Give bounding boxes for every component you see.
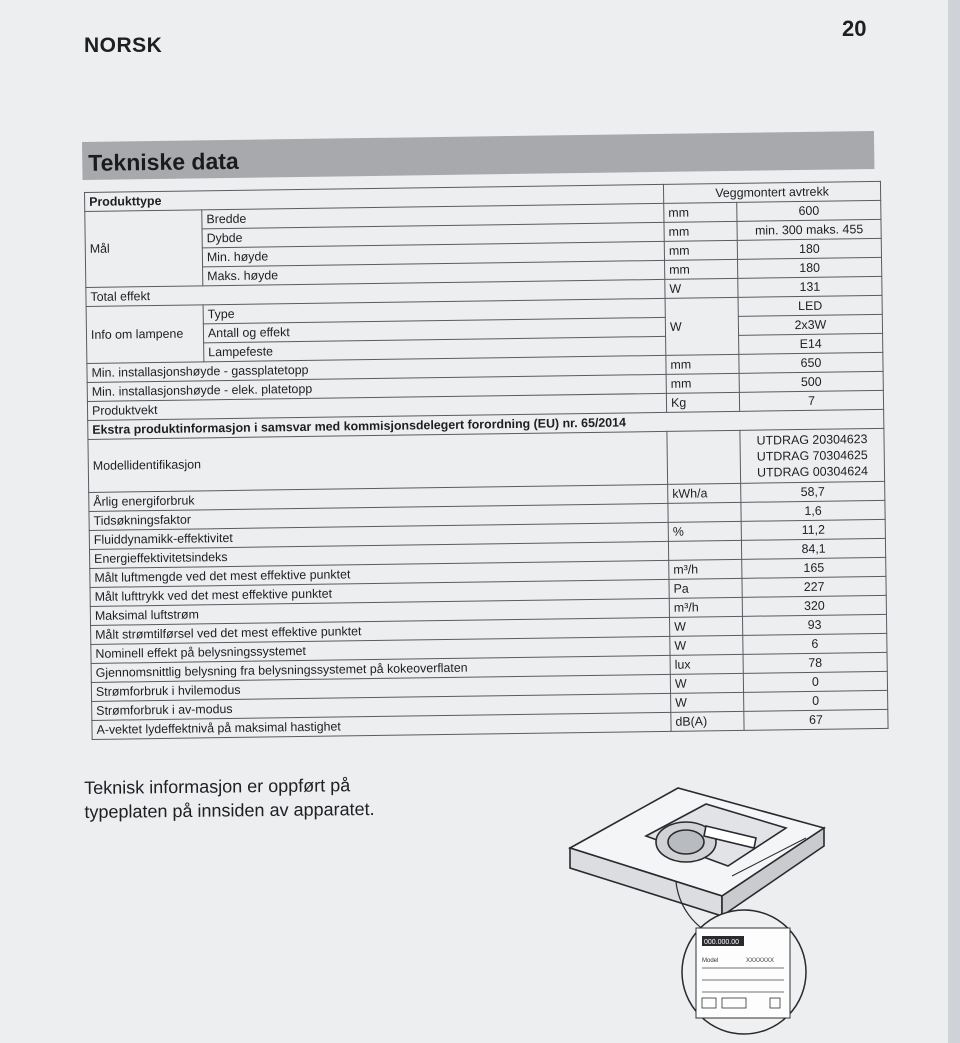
language-heading: NORSK	[84, 34, 163, 57]
unit-cell: W	[665, 278, 738, 298]
unit-cell: mm	[664, 221, 737, 241]
unit-cell: W	[665, 297, 739, 355]
value-cell: 1,6	[741, 500, 885, 521]
value-cell: 67	[744, 709, 888, 730]
unit-cell: %	[668, 521, 741, 541]
value-cell: 165	[742, 557, 886, 578]
value-cell: 180	[738, 257, 882, 278]
plate-model-label: Model	[702, 958, 719, 964]
unit-cell: W	[670, 616, 743, 636]
energy-label: Fluiddynamikk-effektivitet	[89, 522, 668, 549]
lamp-attr-name: Lampefeste	[204, 336, 666, 361]
hood-rating-plate-illustration	[556, 776, 856, 1036]
dimension-name: Bredde	[202, 203, 664, 228]
unit-cell: W	[670, 635, 743, 655]
model-id-value: UTDRAG 00304624	[756, 464, 869, 480]
value-cell: E14	[739, 333, 883, 354]
value-cell: 2x3W	[738, 314, 882, 335]
energy-label: Målt lufttrykk ved det mest effektive punktet	[90, 579, 669, 606]
model-id-values	[740, 428, 885, 483]
unit-cell: Kg	[666, 392, 739, 412]
value-cell: 180	[737, 238, 881, 259]
page-number: 20	[842, 16, 867, 41]
product-type-value: Veggmontert avtrekk	[663, 181, 880, 203]
value-cell: 131	[738, 276, 882, 297]
unit-cell: mm	[664, 240, 737, 260]
note-line: Teknisk informasjon er oppført på	[84, 775, 351, 798]
extra-info-header: Ekstra produktinformasjon i samsvar med kommisjonsdelegert forordning (EU) nr. 65/2014	[88, 409, 884, 439]
energy-label: Gjennomsnittlig belysning fra belysningssystemet på kokeoverflaten	[91, 655, 670, 682]
energy-label: Tidsøkningsfaktor	[89, 503, 668, 530]
section-header-bar	[82, 131, 874, 180]
value-cell: 227	[742, 576, 886, 597]
value-cell: 58,7	[741, 481, 885, 502]
model-id-value: UTDRAG 70304625	[756, 448, 868, 464]
energy-label: A-vektet lydeffektnivå på maksimal hastighet	[92, 712, 671, 739]
dimensions-label: Mål	[85, 210, 203, 288]
energy-label: Målt strømtilførsel ved det mest effektive punktet	[91, 617, 670, 644]
value-cell: LED	[738, 295, 882, 316]
technical-data-table	[84, 181, 888, 740]
value-cell: 0	[744, 690, 888, 711]
lamp-attr-name: Antall og effekt	[203, 317, 665, 342]
install-label: Produktvekt	[87, 393, 666, 420]
model-id-label: Modellidentifikasjon	[88, 431, 668, 492]
value-cell: min. 300 maks. 455	[737, 219, 881, 240]
section-title: Tekniske data	[88, 147, 239, 176]
value-cell: 0	[743, 671, 887, 692]
value-cell: 500	[739, 371, 883, 392]
energy-label: Energieffektivitetsindeks	[89, 541, 668, 568]
value-cell: 93	[743, 614, 887, 635]
dimension-name: Dybde	[202, 222, 664, 247]
energy-label: Strømforbruk i hvilemodus	[91, 674, 670, 701]
plate-model-value: XXXXXXX	[746, 958, 775, 964]
lamp-info-label: Info om lampene	[86, 305, 204, 364]
unit-cell	[668, 502, 741, 522]
unit-cell: mm	[664, 202, 737, 222]
value-cell: 6	[743, 633, 887, 654]
unit-cell: m³/h	[669, 559, 742, 579]
total-power-label: Total effekt	[86, 279, 665, 306]
unit-cell	[668, 540, 741, 560]
unit-cell	[667, 430, 741, 484]
unit-cell: lux	[670, 654, 743, 674]
energy-label: Målt luftmengde ved det mest effektive punktet	[90, 560, 669, 587]
unit-cell: mm	[665, 259, 738, 279]
model-id-value: UTDRAG 20304623	[756, 432, 868, 448]
unit-cell: Pa	[669, 578, 742, 598]
value-cell: 7	[739, 390, 883, 411]
unit-cell: mm	[666, 354, 739, 374]
lamp-attr-name: Type	[203, 298, 665, 323]
value-cell: 320	[742, 595, 886, 616]
energy-label: Årlig energiforbruk	[89, 484, 668, 511]
energy-label: Strømforbruk i av-modus	[92, 693, 671, 720]
unit-cell: dB(A)	[671, 711, 744, 731]
page-edge	[948, 0, 960, 1043]
value-cell: 600	[737, 200, 881, 221]
unit-cell: kWh/a	[668, 483, 741, 503]
rating-plate-note	[84, 773, 375, 824]
product-type-label: Produkttype	[85, 184, 664, 211]
value-cell: 78	[743, 652, 887, 673]
dimension-name: Maks. høyde	[203, 260, 665, 285]
plate-number: 000.000.00	[704, 939, 740, 946]
unit-cell: m³/h	[669, 597, 742, 617]
energy-label: Nominell effekt på belysningssystemet	[91, 636, 670, 663]
install-label: Min. installasjonshøyde - elek. platetopp	[87, 374, 666, 401]
value-cell: 650	[739, 352, 883, 373]
value-cell: 84,1	[741, 538, 885, 559]
dimension-name: Min. høyde	[202, 241, 664, 266]
value-cell: 11,2	[741, 519, 885, 540]
unit-cell: W	[671, 692, 744, 712]
install-label: Min. installasjonshøyde - gassplatetopp	[87, 355, 666, 382]
unit-cell: W	[670, 673, 743, 693]
energy-label: Maksimal luftstrøm	[90, 598, 669, 625]
unit-cell: mm	[666, 373, 739, 393]
note-line: typeplaten på innsiden av apparatet.	[84, 798, 375, 822]
cooker-hood-drawing	[570, 788, 824, 916]
